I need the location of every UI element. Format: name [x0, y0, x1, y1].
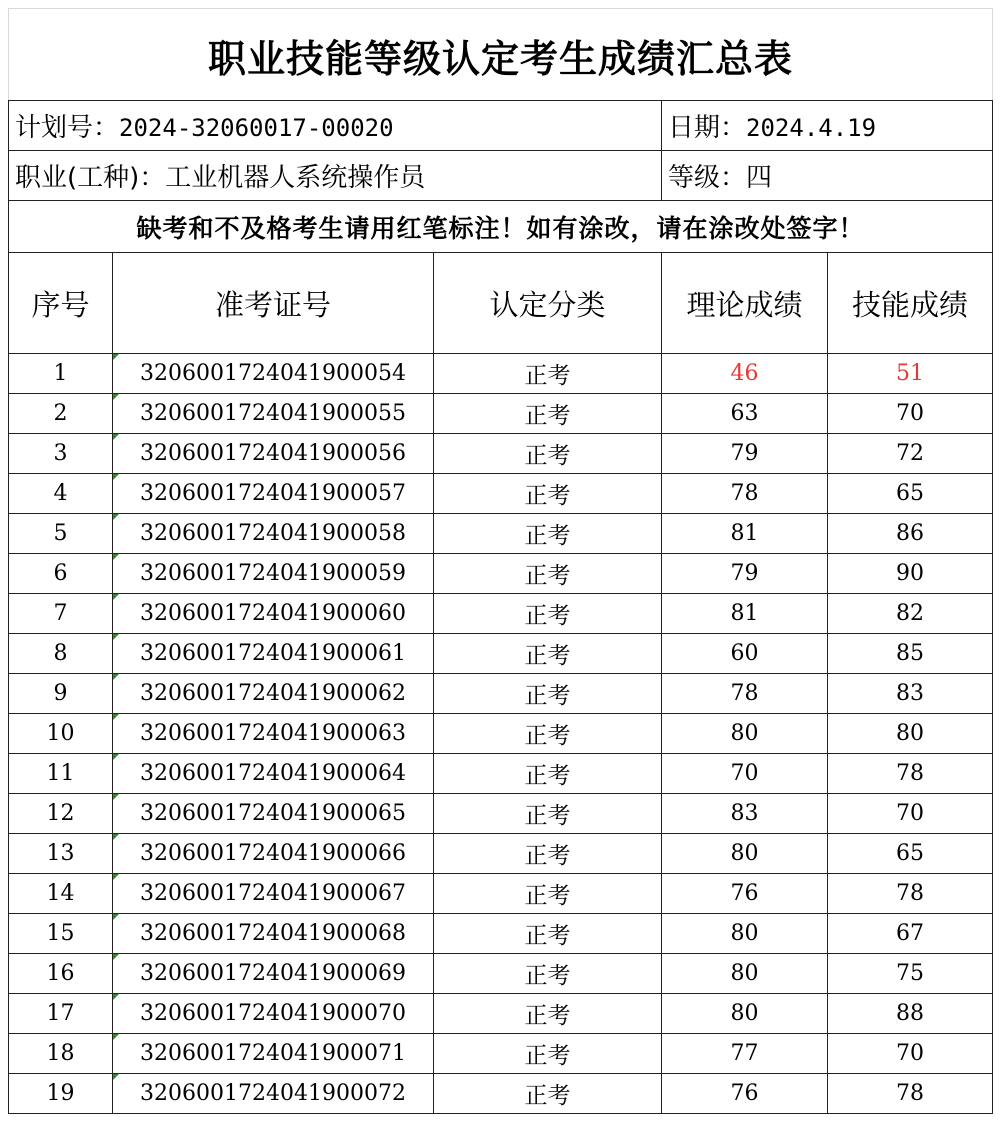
- cell-seq[interactable]: 3: [9, 434, 113, 474]
- cell-exam-id[interactable]: 3206001724041900072: [113, 1074, 434, 1114]
- header-category: 认定分类: [434, 253, 662, 354]
- score-sheet: [8, 8, 992, 1132]
- cell-seq[interactable]: 15: [9, 914, 113, 954]
- cell-theory-score[interactable]: 80: [662, 834, 828, 874]
- cell-seq[interactable]: 7: [9, 594, 113, 634]
- cell-skill-score[interactable]: 80: [828, 714, 993, 754]
- cell-exam-id[interactable]: 3206001724041900064: [113, 754, 434, 794]
- header-seq: 序号: [9, 253, 113, 354]
- level-label: 等级：: [668, 163, 747, 193]
- notice-row: [9, 201, 993, 253]
- cell-exam-id[interactable]: 3206001724041900062: [113, 674, 434, 714]
- cell-category[interactable]: 正考: [434, 714, 662, 754]
- cell-theory-score[interactable]: 80: [662, 954, 828, 994]
- occupation-label: 职业(工种)：: [15, 163, 166, 193]
- cell-theory-score[interactable]: 70: [662, 754, 828, 794]
- cell-category[interactable]: 正考: [434, 594, 662, 634]
- plan-number: 2024-32060017-00020: [119, 114, 394, 142]
- cell-skill-score[interactable]: 70: [828, 394, 993, 434]
- cell-exam-id[interactable]: 3206001724041900069: [113, 954, 434, 994]
- table-row: [9, 714, 993, 754]
- date-value: 2024.4.19: [746, 114, 877, 142]
- table-row: [9, 394, 993, 434]
- cell-seq[interactable]: 6: [9, 554, 113, 594]
- cell-seq[interactable]: 1: [9, 354, 113, 394]
- cell-exam-id[interactable]: 3206001724041900060: [113, 594, 434, 634]
- header-skill-score: 技能成绩: [828, 253, 993, 354]
- table-row: [9, 914, 993, 954]
- cell-exam-id[interactable]: 3206001724041900071: [113, 1034, 434, 1074]
- cell-skill-score[interactable]: 85: [828, 634, 993, 674]
- table-row: [9, 1034, 993, 1074]
- header-row: [9, 253, 993, 354]
- cell-exam-id[interactable]: 3206001724041900057: [113, 474, 434, 514]
- table-row: [9, 754, 993, 794]
- cell-seq[interactable]: 9: [9, 674, 113, 714]
- cell-skill-score[interactable]: 65: [828, 474, 993, 514]
- cell-seq[interactable]: 11: [9, 754, 113, 794]
- cell-seq[interactable]: 8: [9, 634, 113, 674]
- cell-exam-id[interactable]: 3206001724041900068: [113, 914, 434, 954]
- cell-category[interactable]: 正考: [434, 914, 662, 954]
- cell-theory-score[interactable]: 63: [662, 394, 828, 434]
- notice-text: 缺考和不及格考生请用红笔标注！如有涂改，请在涂改处签字！: [9, 201, 993, 253]
- cell-exam-id[interactable]: 3206001724041900055: [113, 394, 434, 434]
- plan-label: 计划号：: [15, 113, 120, 143]
- cell-category[interactable]: 正考: [434, 514, 662, 554]
- table-row: [9, 354, 993, 394]
- cell-exam-id[interactable]: 3206001724041900054: [113, 354, 434, 394]
- level-cell: [662, 151, 993, 201]
- cell-seq[interactable]: 5: [9, 514, 113, 554]
- table-row: [9, 1074, 993, 1114]
- cell-skill-score[interactable]: 78: [828, 754, 993, 794]
- cell-skill-score[interactable]: 75: [828, 954, 993, 994]
- table-row: [9, 874, 993, 914]
- cell-seq[interactable]: 16: [9, 954, 113, 994]
- date-cell: [662, 101, 993, 151]
- cell-skill-score[interactable]: 90: [828, 554, 993, 594]
- cell-theory-score[interactable]: 83: [662, 794, 828, 834]
- cell-category[interactable]: 正考: [434, 874, 662, 914]
- cell-theory-score[interactable]: 76: [662, 1074, 828, 1114]
- cell-category[interactable]: 正考: [434, 674, 662, 714]
- cell-seq[interactable]: 17: [9, 994, 113, 1034]
- cell-theory-score[interactable]: 79: [662, 554, 828, 594]
- cell-category[interactable]: 正考: [434, 994, 662, 1034]
- table-row: [9, 994, 993, 1034]
- cell-skill-score[interactable]: 65: [828, 834, 993, 874]
- header-exam-id: 准考证号: [113, 253, 434, 354]
- cell-skill-score[interactable]: 83: [828, 674, 993, 714]
- table-row: [9, 554, 993, 594]
- cell-exam-id[interactable]: 3206001724041900058: [113, 514, 434, 554]
- cell-exam-id[interactable]: 3206001724041900061: [113, 634, 434, 674]
- cell-seq[interactable]: 4: [9, 474, 113, 514]
- cell-theory-score[interactable]: 76: [662, 874, 828, 914]
- cell-seq[interactable]: 10: [9, 714, 113, 754]
- table-row: [9, 634, 993, 674]
- cell-category[interactable]: 正考: [434, 794, 662, 834]
- cell-theory-score[interactable]: 81: [662, 514, 828, 554]
- score-table: [8, 100, 993, 1114]
- cell-theory-score[interactable]: 77: [662, 1034, 828, 1074]
- level-value: 四: [746, 163, 773, 193]
- cell-skill-score[interactable]: 78: [828, 874, 993, 914]
- cell-seq[interactable]: 19: [9, 1074, 113, 1114]
- cell-category[interactable]: 正考: [434, 474, 662, 514]
- cell-skill-score[interactable]: 86: [828, 514, 993, 554]
- table-row: [9, 794, 993, 834]
- cell-category[interactable]: 正考: [434, 354, 662, 394]
- cell-category[interactable]: 正考: [434, 394, 662, 434]
- cell-category[interactable]: 正考: [434, 634, 662, 674]
- occupation-row: [9, 151, 993, 201]
- cell-category[interactable]: 正考: [434, 1034, 662, 1074]
- cell-category[interactable]: 正考: [434, 754, 662, 794]
- cell-category[interactable]: 正考: [434, 1074, 662, 1114]
- cell-exam-id[interactable]: 3206001724041900065: [113, 794, 434, 834]
- cell-skill-score[interactable]: 88: [828, 994, 993, 1034]
- cell-theory-score[interactable]: 79: [662, 434, 828, 474]
- table-row: [9, 954, 993, 994]
- cell-skill-score[interactable]: 70: [828, 1034, 993, 1074]
- cell-skill-score[interactable]: 51: [828, 354, 993, 394]
- cell-theory-score[interactable]: 81: [662, 594, 828, 634]
- table-row: [9, 674, 993, 714]
- table-row: [9, 834, 993, 874]
- sheet-title: 职业技能等级认定考生成绩汇总表: [8, 8, 993, 101]
- cell-skill-score[interactable]: 82: [828, 594, 993, 634]
- cell-theory-score[interactable]: 80: [662, 914, 828, 954]
- cell-exam-id[interactable]: 3206001724041900070: [113, 994, 434, 1034]
- cell-skill-score[interactable]: 70: [828, 794, 993, 834]
- cell-theory-score[interactable]: 78: [662, 474, 828, 514]
- plan-cell: [9, 101, 662, 151]
- occupation-value: 工业机器人系统操作员: [165, 163, 426, 193]
- cell-category[interactable]: 正考: [434, 554, 662, 594]
- header-theory-score: 理论成绩: [662, 253, 828, 354]
- cell-category[interactable]: 正考: [434, 434, 662, 474]
- date-label: 日期：: [668, 113, 747, 143]
- table-row: [9, 434, 993, 474]
- cell-exam-id[interactable]: 3206001724041900056: [113, 434, 434, 474]
- table-row: [9, 594, 993, 634]
- cell-theory-score[interactable]: 80: [662, 714, 828, 754]
- cell-exam-id[interactable]: 3206001724041900067: [113, 874, 434, 914]
- cell-seq[interactable]: 2: [9, 394, 113, 434]
- cell-skill-score[interactable]: 78: [828, 1074, 993, 1114]
- cell-category[interactable]: 正考: [434, 954, 662, 994]
- plan-row: [9, 101, 993, 151]
- cell-theory-score[interactable]: 46: [662, 354, 828, 394]
- cell-exam-id[interactable]: 3206001724041900063: [113, 714, 434, 754]
- cell-exam-id[interactable]: 3206001724041900066: [113, 834, 434, 874]
- cell-seq[interactable]: 14: [9, 874, 113, 914]
- table-row: [9, 474, 993, 514]
- cell-seq[interactable]: 18: [9, 1034, 113, 1074]
- table-row: [9, 514, 993, 554]
- occupation-cell: [9, 151, 662, 201]
- cell-seq[interactable]: 12: [9, 794, 113, 834]
- cell-skill-score[interactable]: 67: [828, 914, 993, 954]
- cell-skill-score[interactable]: 72: [828, 434, 993, 474]
- cell-theory-score[interactable]: 80: [662, 994, 828, 1034]
- cell-seq[interactable]: 13: [9, 834, 113, 874]
- cell-category[interactable]: 正考: [434, 834, 662, 874]
- cell-exam-id[interactable]: 3206001724041900059: [113, 554, 434, 594]
- cell-theory-score[interactable]: 78: [662, 674, 828, 714]
- cell-theory-score[interactable]: 60: [662, 634, 828, 674]
